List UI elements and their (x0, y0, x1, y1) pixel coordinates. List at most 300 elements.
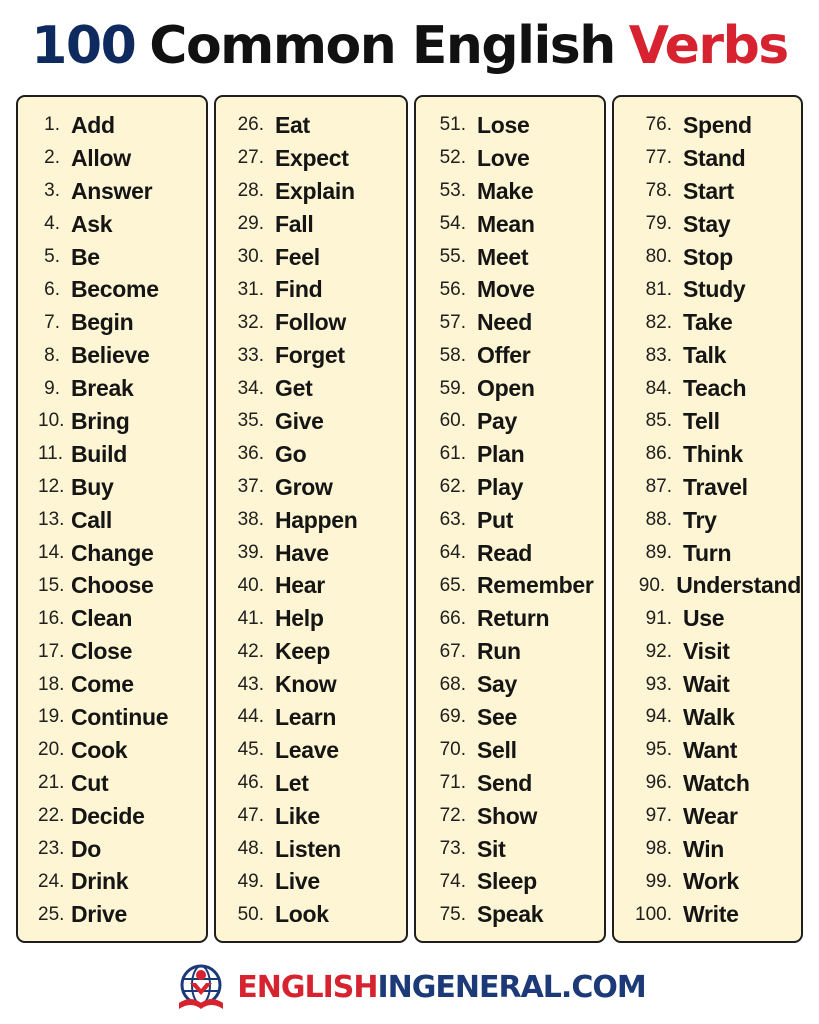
verb-number: 16. (38, 607, 65, 629)
verb-number: 65. (439, 574, 466, 596)
verb-item (38, 701, 206, 734)
verb-number: 55. (439, 246, 466, 267)
verb-word: Choose (71, 572, 154, 599)
verb-word: Visit (683, 638, 730, 665)
verb-item (436, 569, 604, 602)
verb-number: 21. (38, 772, 65, 794)
verb-item (38, 734, 206, 767)
verb-word: Stop (683, 243, 733, 270)
verb-item (632, 537, 801, 570)
verb-number: 24. (38, 870, 65, 892)
verb-item (234, 273, 406, 306)
verb-item (436, 898, 604, 931)
verb-item (234, 109, 406, 142)
verb-item (234, 767, 406, 800)
verb-word: Know (275, 671, 337, 698)
verb-number: 28. (237, 180, 264, 202)
verb-item (38, 504, 206, 537)
verb-word: Like (275, 802, 320, 829)
verb-word: Pay (477, 407, 518, 434)
verb-number: 25. (38, 903, 65, 925)
verb-item (38, 372, 206, 405)
verb-word: Understand (676, 572, 801, 599)
verb-word: Leave (275, 736, 339, 763)
verb-number: 10. (38, 410, 65, 432)
verb-word: Sell (477, 736, 517, 763)
verb-number: 27. (237, 147, 264, 169)
verb-word: Stay (683, 210, 731, 237)
verb-word: Meet (477, 243, 529, 270)
verb-word: Answer (71, 177, 153, 204)
verb-item (436, 339, 604, 372)
site-name-part2: INGENERAL.COM (377, 969, 646, 1005)
verb-item (234, 602, 406, 635)
verb-word: Remember (477, 572, 594, 599)
verb-word: Tell (683, 407, 720, 434)
verb-item (632, 668, 801, 701)
verb-number: 11. (38, 443, 64, 465)
verb-number: 22. (38, 805, 65, 827)
verb-number: 85. (645, 410, 672, 432)
verb-number: 70. (439, 739, 466, 761)
verb-word: Want (683, 736, 738, 763)
verb-item (38, 865, 206, 898)
verb-number: 75. (439, 903, 466, 925)
verb-item (234, 241, 406, 274)
verb-number: 41. (237, 607, 264, 629)
verb-item (38, 800, 206, 833)
verb-number: 99. (645, 870, 672, 892)
verb-item (436, 668, 604, 701)
verb-number: 5. (44, 246, 60, 267)
verb-word: Cut (71, 769, 109, 796)
verb-number: 76. (645, 114, 672, 136)
verb-item (38, 241, 206, 274)
verb-item (436, 109, 604, 142)
verb-number: 23. (38, 838, 65, 860)
verb-word: Send (477, 769, 533, 796)
verb-number: 35. (237, 410, 264, 432)
verb-word: Make (477, 177, 534, 204)
verb-item (234, 537, 406, 570)
verb-word: Study (683, 276, 746, 303)
verb-word: Expect (275, 144, 349, 171)
verb-number: 44. (237, 706, 264, 728)
verb-item (436, 405, 604, 438)
verb-item (436, 800, 604, 833)
verb-number: 62. (439, 476, 466, 498)
verb-item (234, 635, 406, 668)
verb-number: 89. (645, 542, 672, 564)
verb-word: Change (71, 539, 154, 566)
verb-number: 7. (44, 311, 60, 333)
verb-word: Bring (71, 407, 130, 434)
verb-item (632, 241, 801, 274)
verb-number: 79. (645, 213, 672, 235)
verb-number: 71. (439, 772, 466, 794)
verb-word: Listen (275, 835, 341, 862)
verb-item (436, 602, 604, 635)
verb-word: Start (683, 177, 734, 204)
verb-word: Keep (275, 638, 331, 665)
verb-word: Close (71, 638, 133, 665)
verb-number: 60. (439, 410, 466, 432)
verb-word: Work (683, 868, 739, 895)
verb-item (436, 701, 604, 734)
verb-item (234, 339, 406, 372)
verb-word: Fall (275, 210, 314, 237)
verb-number: 36. (237, 443, 264, 465)
verb-item (234, 833, 406, 866)
verb-word: Call (71, 506, 112, 533)
verb-word: Put (477, 506, 514, 533)
verb-word: Win (683, 835, 725, 862)
verb-word: Be (71, 243, 100, 270)
verb-word: Teach (683, 375, 747, 402)
verb-item (38, 898, 206, 931)
verb-word: Lose (477, 111, 530, 138)
verb-number: 82. (645, 311, 672, 333)
verb-item (436, 734, 604, 767)
verb-item (38, 438, 206, 471)
verb-word: Let (275, 769, 309, 796)
verb-item (38, 405, 206, 438)
verb-number: 95. (645, 739, 672, 761)
verb-word: Clean (71, 605, 133, 632)
verb-word: Walk (683, 703, 735, 730)
verb-number: 84. (645, 377, 672, 399)
verb-number: 38. (237, 509, 264, 531)
verb-number: 64. (439, 542, 466, 564)
verb-number: 58. (439, 344, 466, 366)
verb-number: 40. (237, 574, 264, 596)
verb-number: 29. (237, 213, 264, 235)
verb-item (234, 800, 406, 833)
verb-item (38, 602, 206, 635)
verb-number: 32. (237, 311, 264, 333)
footer-brand (0, 955, 819, 1019)
verb-item (632, 405, 801, 438)
verb-item (632, 142, 801, 175)
verb-item (632, 833, 801, 866)
verb-number: 53. (439, 180, 466, 202)
title-main: Common English (149, 16, 615, 76)
verb-item (436, 438, 604, 471)
verb-number: 33. (237, 344, 264, 366)
verb-item (234, 372, 406, 405)
verb-item (632, 175, 801, 208)
verb-number: 12. (38, 476, 65, 498)
verb-number: 57. (439, 311, 466, 333)
verb-number: 8. (44, 344, 60, 366)
verb-number: 63. (439, 509, 466, 531)
verb-word: Help (275, 605, 324, 632)
verb-word: Do (71, 835, 102, 862)
verb-number: 91. (645, 607, 672, 629)
verb-number: 87. (645, 476, 672, 498)
verb-number: 2. (44, 147, 60, 169)
verb-item (234, 734, 406, 767)
verb-item (436, 767, 604, 800)
verb-word: Try (683, 506, 717, 533)
verb-word: Become (71, 276, 159, 303)
site-name (237, 970, 645, 1005)
verb-number: 61. (439, 443, 466, 465)
verb-word: Buy (71, 473, 114, 500)
verb-item (234, 471, 406, 504)
verb-item (632, 306, 801, 339)
verb-word: Stand (683, 144, 746, 171)
verb-item (38, 208, 206, 241)
verb-word: Take (683, 309, 733, 336)
verb-number: 73. (439, 838, 466, 860)
verb-number: 56. (439, 278, 466, 300)
verb-number: 3. (44, 180, 60, 202)
verb-number: 66. (439, 607, 466, 629)
verb-item (38, 306, 206, 339)
verb-number: 15. (38, 574, 65, 596)
verb-word: See (477, 703, 518, 730)
verb-word: Come (71, 671, 134, 698)
site-name-part1: ENGLISH (237, 969, 378, 1005)
verb-number: 19. (38, 706, 65, 728)
verb-word: Mean (477, 210, 535, 237)
verb-item (38, 142, 206, 175)
verb-item (436, 865, 604, 898)
verb-word: Drink (71, 868, 129, 895)
verb-word: Go (275, 440, 307, 467)
verb-item (632, 602, 801, 635)
verb-item (38, 175, 206, 208)
verb-word: Open (477, 375, 535, 402)
verb-word: Break (71, 375, 134, 402)
verb-item (234, 438, 406, 471)
verb-number: 47. (237, 805, 264, 827)
verb-word: Turn (683, 539, 732, 566)
verb-word: Forget (275, 342, 345, 369)
verb-number: 20. (38, 739, 65, 761)
verb-item (632, 372, 801, 405)
verb-item (234, 898, 406, 931)
verb-word: Drive (71, 901, 128, 928)
verb-column-3 (414, 95, 606, 943)
verb-word: Build (71, 440, 127, 467)
verb-word: Cook (71, 736, 128, 763)
verb-word: Offer (477, 342, 531, 369)
verb-number: 96. (645, 772, 672, 794)
verb-word: Explain (275, 177, 355, 204)
verb-word: Spend (683, 111, 752, 138)
verb-number: 92. (645, 640, 672, 662)
verb-number: 97. (645, 805, 672, 827)
verb-number: 34. (237, 377, 264, 399)
verb-item (38, 569, 206, 602)
verb-number: 54. (439, 213, 466, 235)
verb-word: Feel (275, 243, 320, 270)
verb-word: Live (275, 868, 320, 895)
verb-number: 48. (237, 838, 264, 860)
verb-item (38, 109, 206, 142)
verb-word: Run (477, 638, 521, 665)
verb-item (234, 405, 406, 438)
verb-word: Hear (275, 572, 325, 599)
verb-number: 9. (44, 377, 60, 399)
verb-item (632, 504, 801, 537)
verb-item (234, 306, 406, 339)
verb-word: Travel (683, 473, 748, 500)
verb-word: Return (477, 605, 550, 632)
verb-item (436, 635, 604, 668)
verb-number: 98. (645, 838, 672, 860)
globe-book-person-icon (173, 959, 229, 1015)
verb-word: Get (275, 375, 313, 402)
verb-word: Learn (275, 703, 337, 730)
verb-number: 6. (44, 278, 60, 300)
verb-word: Move (477, 276, 535, 303)
verb-item (632, 800, 801, 833)
verb-number: 86. (645, 443, 672, 465)
verb-number: 50. (237, 903, 264, 925)
verb-number: 59. (439, 377, 466, 399)
verb-number: 42. (237, 640, 264, 662)
verb-word: Watch (683, 769, 750, 796)
verb-number: 72. (439, 805, 466, 827)
verb-item (436, 142, 604, 175)
verb-number: 51. (439, 114, 466, 136)
verb-word: Follow (275, 309, 347, 336)
verb-item (632, 865, 801, 898)
verb-number: 1. (44, 114, 60, 136)
verb-number: 69. (439, 706, 466, 728)
verb-number: 14. (38, 542, 65, 564)
verb-item (436, 537, 604, 570)
verb-word: Add (71, 111, 115, 138)
verb-item (632, 569, 801, 602)
verb-word: Sit (477, 835, 506, 862)
verb-word: Say (477, 671, 518, 698)
verb-item (632, 273, 801, 306)
verb-item (632, 109, 801, 142)
verb-item (234, 569, 406, 602)
verb-number: 68. (439, 673, 466, 695)
verb-word: Eat (275, 111, 310, 138)
verb-item (234, 865, 406, 898)
page-title (0, 6, 819, 86)
verb-word: Write (683, 901, 739, 928)
verb-word: Love (477, 144, 530, 171)
verb-item (38, 471, 206, 504)
verb-item (436, 372, 604, 405)
verb-number: 90. (638, 574, 666, 596)
verb-word: Continue (71, 703, 169, 730)
verb-item (436, 306, 604, 339)
verb-item (38, 668, 206, 701)
verb-number: 49. (237, 870, 264, 892)
verb-number: 45. (237, 739, 264, 761)
verb-number: 80. (645, 246, 672, 267)
verb-word: Speak (477, 901, 544, 928)
verb-number: 81. (645, 278, 672, 300)
verb-word: Use (683, 605, 725, 632)
verb-item (632, 438, 801, 471)
title-number: 100 (31, 16, 136, 76)
verb-number: 30. (237, 246, 264, 267)
verb-column-1 (16, 95, 208, 943)
verb-item (436, 833, 604, 866)
verb-number: 17. (38, 640, 65, 662)
verb-word: Believe (71, 342, 150, 369)
verb-word: Give (275, 407, 324, 434)
verb-item (632, 635, 801, 668)
verb-item (632, 734, 801, 767)
verb-number: 77. (645, 147, 672, 169)
verb-number: 88. (645, 509, 672, 531)
verb-number: 83. (645, 344, 672, 366)
verb-number: 52. (439, 147, 466, 169)
verb-item (632, 339, 801, 372)
verb-number: 74. (439, 870, 466, 892)
verb-number: 4. (44, 213, 60, 235)
verb-word: Have (275, 539, 329, 566)
verb-number: 39. (237, 542, 264, 564)
verb-item (234, 175, 406, 208)
verb-word: Ask (71, 210, 113, 237)
verb-number: 18. (38, 673, 65, 695)
verb-number: 94. (645, 706, 672, 728)
verb-word: Allow (71, 144, 131, 171)
verb-number: 26. (237, 114, 264, 136)
verb-word: Show (477, 802, 538, 829)
verb-number: 13. (38, 509, 65, 531)
verb-item (38, 833, 206, 866)
verb-item (38, 767, 206, 800)
verb-item (38, 273, 206, 306)
verb-number: 93. (645, 673, 672, 695)
verb-column-4 (612, 95, 803, 943)
verb-word: Talk (683, 342, 727, 369)
verb-item (234, 701, 406, 734)
verb-word: Sleep (477, 868, 537, 895)
verb-item (234, 142, 406, 175)
verb-word: Play (477, 473, 524, 500)
verb-item (436, 273, 604, 306)
verb-number: 100. (635, 903, 672, 925)
verb-item (632, 208, 801, 241)
verb-item (38, 339, 206, 372)
verb-number: 67. (439, 640, 466, 662)
verb-item (234, 668, 406, 701)
verb-number: 46. (237, 772, 264, 794)
verb-item (38, 537, 206, 570)
verb-word: Read (477, 539, 533, 566)
verb-item (632, 701, 801, 734)
verb-word: Look (275, 901, 329, 928)
verb-item (234, 208, 406, 241)
title-accent: Verbs (628, 16, 788, 76)
verb-item (632, 767, 801, 800)
verb-word: Plan (477, 440, 525, 467)
verb-column-2 (214, 95, 408, 943)
verb-word: Need (477, 309, 533, 336)
verb-item (632, 471, 801, 504)
verb-word: Wait (683, 671, 730, 698)
verb-word: Grow (275, 473, 333, 500)
verb-word: Happen (275, 506, 358, 533)
verb-number: 43. (237, 673, 264, 695)
verb-item (436, 241, 604, 274)
verb-number: 31. (237, 278, 264, 300)
verb-item (436, 471, 604, 504)
